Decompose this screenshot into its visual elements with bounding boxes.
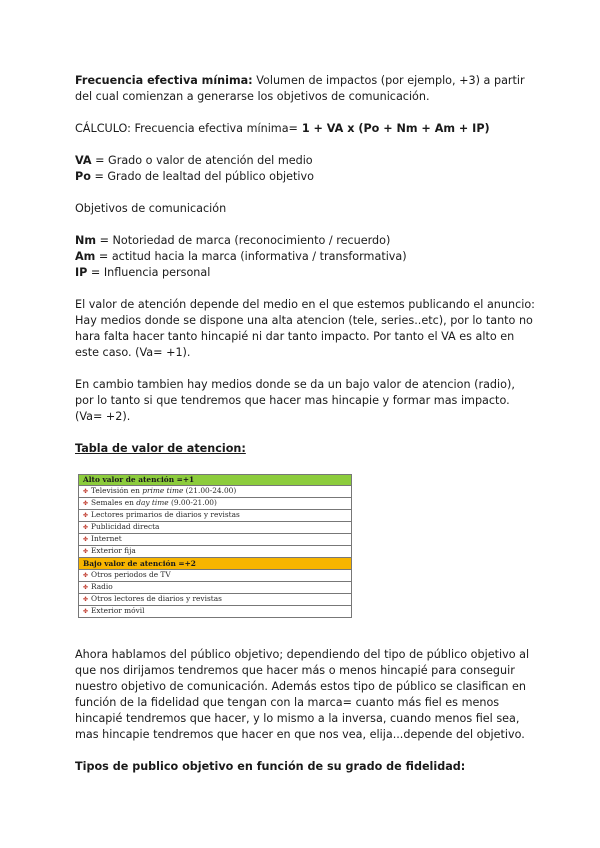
objetivos-title: Objetivos de comunicación — [75, 202, 227, 215]
objetivo-abbr: Nm — [75, 234, 97, 247]
definition-term: Frecuencia efectiva mínima: — [75, 74, 253, 87]
objetivo-desc: = Influencia personal — [87, 266, 211, 279]
objetivo-ip — [75, 265, 535, 281]
variable-desc: = Grado o valor de atención del medio — [91, 154, 313, 167]
table-row: ✤ Radio — [79, 581, 352, 593]
tipos-title: Tipos de publico objetivo en función de su grado de fidelidad: — [75, 760, 466, 773]
objetivo-abbr: Am — [75, 250, 96, 263]
atencion-paragraph: El valor de atención depende del medio en el que estemos publicando el anuncio: Hay medios donde se dispone una alta atencion (tele, series..etc), por lo tanto no hara falta hacer tanto hincapié ni dar tanto impacto. Por tanto el VA es alto en este caso. (Va= +1). — [75, 298, 535, 359]
table-row: ✤ Otros lectores de diarios y revistas — [79, 593, 352, 605]
objetivo-abbr: IP — [75, 266, 88, 279]
bajo-atencion-paragraph: En cambio tambien hay medios donde se da un bajo valor de atencion (radio), por lo tanto si que tendremos que hacer mas hincapie y formar mas impacto. (Va= +2). — [75, 378, 515, 423]
objetivo-desc: = Notoriedad de marca (reconocimiento / recuerdo) — [96, 234, 391, 247]
objetivo-desc: = actitud hacia la marca (informativa / transformativa) — [95, 250, 407, 263]
bullet-icon: ✤ — [83, 595, 89, 603]
high-attention-header-cell: Alto valor de atención =+1 — [79, 475, 352, 486]
low-attention-header — [79, 558, 352, 569]
definition-text: Volumen de impactos (por ejemplo, +3) a partir del cual comienzan a generarse los objetivos de comunicación. — [75, 74, 525, 103]
table-row: ✤ Internet — [79, 534, 352, 546]
calculo-label: CÁLCULO: Frecuencia efectiva mínima= — [75, 122, 298, 135]
table-row: ✤ Otros periodos de TV — [79, 569, 352, 581]
bullet-icon: ✤ — [83, 607, 89, 615]
table-row: ✤ Televisión en prime time (21.00-24.00) — [79, 486, 352, 498]
bullet-icon: ✤ — [83, 512, 89, 520]
variable-abbr: Po — [75, 170, 91, 183]
objetivo-nm — [75, 233, 535, 249]
variable-po — [75, 169, 535, 185]
table-row: ✤ Exterior móvil — [79, 605, 352, 617]
variable-abbr: VA — [75, 154, 92, 167]
attention-table — [78, 474, 352, 618]
table-row: ✤ Exterior fija — [79, 546, 352, 558]
low-attention-header-cell: Bajo valor de atención =+2 — [79, 558, 352, 569]
publico-objetivo-paragraph: Ahora hablamos del público objetivo; dependiendo del tipo de público objetivo al que nos dirijamos tendremos que hacer más o menos hincapié para conseguir nuestro objetivo de comunicación. Además estos tipo de público se clasifican en función de la fidelidad que tengan con la marca= cuanto más fiel es menos hincapié tendremos que hacer, y lo mismo a la inversa, cuando menos fiel sea, mas hincapie tendremos que hacer en que nos vea, elija...depende del objetivo. — [75, 648, 530, 741]
table-row: ✤ Semales en day time (9.00-21.00) — [79, 498, 352, 510]
bullet-icon: ✤ — [83, 548, 89, 556]
table-row: ✤ Lectores primarios de diarios y revistas — [79, 510, 352, 522]
calculo-line — [75, 121, 535, 137]
high-attention-header — [79, 475, 352, 486]
bullet-icon: ✤ — [83, 500, 89, 508]
objetivo-am — [75, 249, 535, 265]
bullet-icon: ✤ — [83, 524, 89, 532]
table-row: ✤ Publicidad directa — [79, 522, 352, 534]
table-title: Tabla de valor de atencion: — [75, 442, 246, 455]
variable-va — [75, 153, 535, 169]
calculo-formula: 1 + VA x (Po + Nm + Am + IP) — [297, 122, 490, 135]
definition-paragraph — [75, 73, 535, 105]
bullet-icon: ✤ — [83, 571, 89, 579]
bullet-icon: ✤ — [83, 488, 89, 496]
bullet-icon: ✤ — [83, 536, 89, 544]
bullet-icon: ✤ — [83, 583, 89, 591]
variable-desc: = Grado de lealtad del público objetivo — [90, 170, 315, 183]
